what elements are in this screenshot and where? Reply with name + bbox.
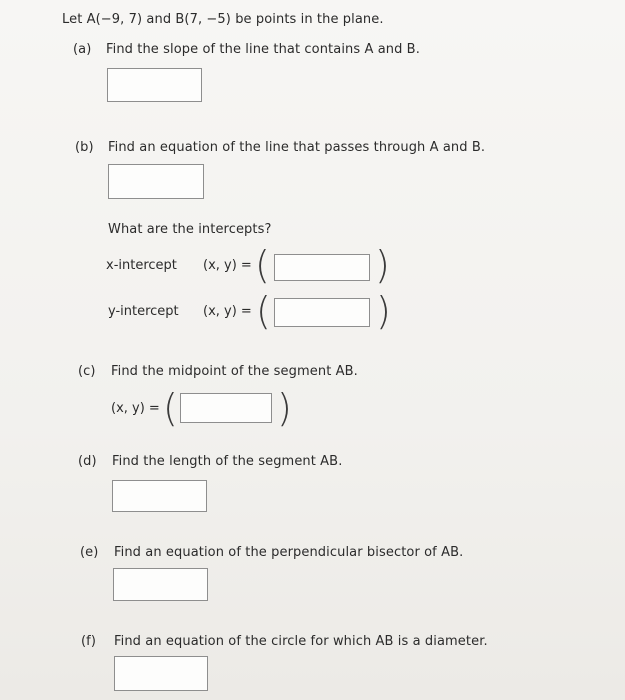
part-f-label: (f) bbox=[81, 634, 97, 649]
part-b-prompt: Find an equation of the line that passes through A and B. bbox=[108, 140, 486, 155]
midpoint-input[interactable] bbox=[180, 393, 272, 423]
part-f-prompt: Find an equation of the circle for which AB is a diameter. bbox=[114, 634, 488, 649]
midpoint-coord-label: (x, y) = bbox=[111, 401, 160, 416]
y-intercept-input[interactable] bbox=[274, 298, 370, 327]
slope-answer-input[interactable] bbox=[107, 68, 202, 102]
part-c-label: (c) bbox=[78, 364, 96, 379]
intercepts-question: What are the intercepts? bbox=[108, 222, 272, 237]
perpendicular-bisector-input[interactable] bbox=[113, 568, 208, 601]
midpoint-close-paren: ) bbox=[277, 386, 292, 430]
part-d-prompt: Find the length of the segment AB. bbox=[112, 454, 343, 469]
x-intercept-label: x-intercept bbox=[106, 258, 177, 273]
part-d-label: (d) bbox=[78, 454, 97, 469]
part-a-prompt: Find the slope of the line that contains A and B. bbox=[106, 42, 420, 57]
y-intercept-coord-label: (x, y) = bbox=[203, 304, 252, 319]
x-intercept-coord-label: (x, y) = bbox=[203, 258, 252, 273]
line-equation-input[interactable] bbox=[108, 164, 204, 199]
part-a-label: (a) bbox=[73, 42, 92, 57]
part-e-label: (e) bbox=[80, 545, 99, 560]
y-intercept-open-paren: ( bbox=[256, 289, 271, 333]
part-c-prompt: Find the midpoint of the segment AB. bbox=[111, 364, 358, 379]
x-intercept-close-paren: ) bbox=[375, 243, 390, 287]
segment-length-input[interactable] bbox=[112, 480, 207, 512]
problem-statement: Let A(−9, 7) and B(7, −5) be points in the plane. bbox=[62, 12, 384, 27]
y-intercept-close-paren: ) bbox=[376, 289, 391, 333]
part-e-prompt: Find an equation of the perpendicular bisector of AB. bbox=[114, 545, 464, 560]
x-intercept-open-paren: ( bbox=[255, 243, 270, 287]
x-intercept-input[interactable] bbox=[274, 254, 370, 281]
y-intercept-label: y-intercept bbox=[108, 304, 179, 319]
part-b-label: (b) bbox=[75, 140, 94, 155]
midpoint-open-paren: ( bbox=[163, 386, 178, 430]
circle-equation-input[interactable] bbox=[114, 656, 208, 691]
